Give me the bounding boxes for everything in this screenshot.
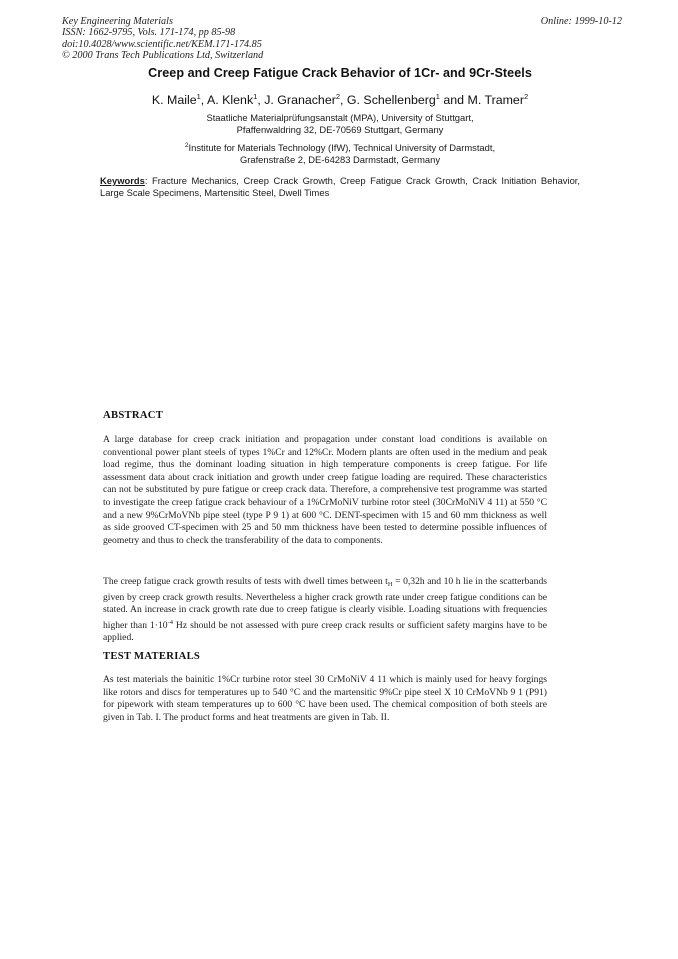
author-affiliation-mark: 1 (253, 92, 258, 101)
author-affiliation-mark: 2 (335, 92, 341, 101)
abstract-heading: ABSTRACT (103, 410, 164, 421)
affiliation-2 (100, 140, 580, 166)
author-separator: , (340, 93, 347, 107)
author-name: A. Klenk (207, 93, 254, 107)
author-affiliation-mark: 1 (196, 92, 201, 101)
author-name: G. Schellenberg (346, 93, 436, 107)
author-affiliation-mark: 1 (435, 92, 440, 101)
journal-copyright: © 2000 Trans Tech Publications Ltd, Switzerland (62, 49, 264, 61)
abstract-paragraph-2: The creep fatigue crack growth results of tests with dwell times between $t_H = 0,32h$ and 10 h lie in the scatterbands given by creep crack growth results. Nevertheless a higher crack growth rate under creep fatigue conditions can be stated. An increase in crack growth rate due to creep fatigue is clearly visible. Loading situations with frequencies higher than $1\cdot 10^{-4}$ Hz should be not assessed with pure creep crack results or sufficient safety margins have to be applied. (103, 576, 547, 644)
journal-issn: ISSN: 1662-9795, Vols. 171-174, pp 85-98 (62, 27, 236, 39)
author-separator: , (200, 93, 207, 107)
paper-title: Creep and Creep Fatigue Crack Behavior of 1Cr- and 9Cr-Steels (148, 66, 532, 80)
author-name: J. Granacher (264, 93, 336, 107)
affiliation-1-line1: Staatliche Materialprüfungsanstalt (MPA), University of Stuttgart, (206, 112, 474, 123)
journal-header (62, 16, 622, 61)
author-list (100, 92, 580, 107)
keywords-text: Fracture Mechanics, Creep Crack Growth, Creep Fatigue Crack Growth, Crack Initiation Behavior, Large Scale Specimens, Martensitic Steel, Dwell Times (100, 175, 581, 198)
author-affiliation-mark: 2 (523, 92, 529, 101)
author-separator: and (439, 93, 468, 107)
affiliation-1-line2: Pfaffenwaldring 32, DE-70569 Stuttgart, Germany (236, 124, 444, 135)
journal-doi[interactable]: doi:10.4028/www.scientific.net/KEM.171-174.85 (62, 38, 262, 50)
author-name: M. Tramer (467, 93, 524, 107)
affiliation-2-mark: 2 (184, 142, 189, 149)
abstract-paragraph-1: A large database for creep crack initiation and propagation under constant load conditions is available on conventional power plant steels of types 1%Cr and 12%Cr. Modern plants are often used in the medium and peak load regime, thus the dominant loading situation in high temperature components is creep fatigue. For life assessment data about crack initiation and growth under creep fatigue loading are required. These characteristics can not be substituted by pure fatigue or creep crack data. Therefore, a comprehensive test programme was started to investigate the creep fatigue crack behaviour of a 1%CrMoNiV turbine rotor steel (30CrMoNiV 4 11) at 550 °C and a new 9%CrMoVNb pipe steel (type P 9 1) at 600 °C. DENT-specimen with 15 and 60 mm thickness as well as side grooved CT-specimen with 25 and 50 mm thickness have been tested to determine possible influences of geometry and thus to check the transferability of the data to components. (103, 434, 547, 546)
author-name: K. Maile (151, 93, 197, 107)
author-separator: , (257, 93, 265, 107)
test-materials-heading: TEST MATERIALS (103, 651, 201, 662)
dwell-time-subscript: H (387, 581, 393, 588)
keywords: Keywords: Fracture Mechanics, Creep Crack Growth, Creep Fatigue Crack Growth, Crack Initiation Behavior, Large Scale Specimens, Martensitic Steel, Dwell Times (100, 175, 581, 198)
keywords-label: Keywords (100, 175, 145, 186)
online-date: Online: 1999-10-12 (540, 16, 622, 27)
affiliation-2-line2: Grafenstraße 2, DE-64283 Darmstadt, Germany (239, 154, 441, 165)
affiliation-1 (100, 112, 580, 136)
frequency-exponent: -4 (167, 618, 173, 626)
test-materials-paragraph: As test materials the bainitic 1%Cr turbine rotor steel 30 CrMoNiV 4 11 which is mainly used for heavy forgings like rotors and discs for temperatures up to 540 °C and the martensitic 9%Cr pipe steel X 10 CrMoVNb 9 1 (P91) for pipework with steam temperatures up to 600 °C have been used. The chemical composition of both steels are given in Tab. I. The product forms and heat treatments are given in Tab. II. (103, 674, 547, 723)
journal-name: Key Engineering Materials (62, 16, 173, 27)
affiliation-2-line1: $^2$Institute for Materials Technology (IfW), Technical University of Darmstadt, (184, 142, 496, 153)
